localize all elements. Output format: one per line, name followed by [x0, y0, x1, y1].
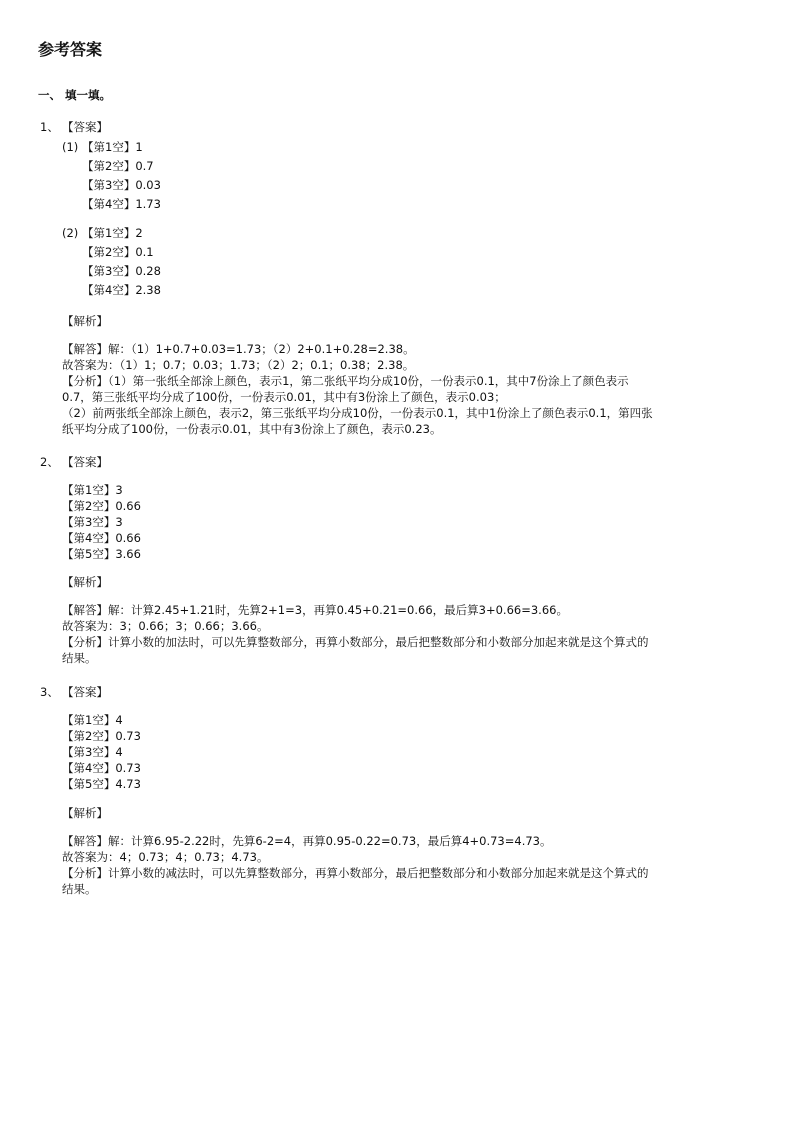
question-2-blank-5: 【第5空】3.66 — [62, 547, 141, 561]
question-1-part-1-blank-1: 【第1空】1 — [82, 140, 143, 154]
question-2-analysis-line: 故答案为：3；0.66；3；0.66；3.66。 — [62, 619, 269, 633]
question-3-blank-4: 【第4空】0.73 — [62, 761, 141, 775]
section-heading: 一、 填一填。 — [38, 88, 112, 102]
question-2-blank-4: 【第4空】0.66 — [62, 531, 141, 545]
question-1-part-1-blank-4: 【第4空】1.73 — [82, 197, 161, 211]
question-2-blank-1: 【第1空】3 — [62, 483, 123, 497]
question-2-analysis-line: 结果。 — [62, 651, 97, 665]
question-2-analysis-line: 【解答】解：计算2.45+1.21时，先算2+1=3，再算0.45+0.21=0.66，最后算3+0.66=3.66。 — [62, 603, 568, 617]
question-2-analysis-line: 【分析】计算小数的加法时，可以先算整数部分，再算小数部分，最后把整数部分和小数部分加起来就是这个算式的 — [62, 635, 649, 649]
question-1-number: 1、 — [40, 120, 59, 134]
question-3-blank-5: 【第5空】4.73 — [62, 777, 141, 791]
question-3-blank-1: 【第1空】4 — [62, 713, 123, 727]
question-3-analysis-line: 【分析】计算小数的减法时，可以先算整数部分，再算小数部分，最后把整数部分和小数部分加起来就是这个算式的 — [62, 866, 649, 880]
question-1-analysis-line: 故答案为：（1）1；0.7；0.03；1.73；（2）2；0.1；0.38；2.38。 — [62, 358, 415, 372]
question-2-blank-3: 【第3空】3 — [62, 515, 123, 529]
question-2-number: 2、 — [40, 455, 59, 469]
question-2-blank-2: 【第2空】0.66 — [62, 499, 141, 513]
question-1-part-1-blank-3: 【第3空】0.03 — [82, 178, 161, 192]
question-1-part-1-label: (1) — [62, 140, 79, 154]
question-1-analysis-line: 【分析】（1）第一张纸全部涂上颜色，表示1，第二张纸平均分成10份，一份表示0.1，其中7份涂上了颜色表示 — [62, 374, 629, 388]
question-3-analysis-line: 【解答】解：计算6.95-2.22时，先算6-2=4，再算0.95-0.22=0.73，最后算4+0.73=4.73。 — [62, 834, 552, 848]
question-1-analysis-line: 纸平均分成了100份，一份表示0.01，其中有3份涂上了颜色，表示0.23。 — [62, 422, 442, 436]
question-3-analysis-line: 结果。 — [62, 882, 97, 896]
question-1-part-1-blank-2: 【第2空】0.7 — [82, 159, 154, 173]
question-1-analysis-label: 【解析】 — [62, 314, 108, 328]
question-3-analysis-line: 故答案为：4；0.73；4；0.73；4.73。 — [62, 850, 269, 864]
question-3-analysis-label: 【解析】 — [62, 806, 108, 820]
question-2-analysis-label: 【解析】 — [62, 575, 108, 589]
question-1-part-2-blank-3: 【第3空】0.28 — [82, 264, 161, 278]
question-1-analysis-line: 【解答】解：（1）1+0.7+0.03=1.73；（2）2+0.1+0.28=2.38。 — [62, 342, 415, 356]
question-1-part-2-blank-4: 【第4空】2.38 — [82, 283, 161, 297]
question-1-analysis-line: 0.7，第三张纸平均分成了100份，一份表示0.01，其中有3份涂上了颜色，表示0.03； — [62, 390, 506, 404]
question-3-blank-2: 【第2空】0.73 — [62, 729, 141, 743]
question-1-part-2-label: (2) — [62, 226, 79, 240]
page-title: 参考答案 — [38, 40, 103, 59]
question-1-part-2-blank-1: 【第1空】2 — [82, 226, 143, 240]
question-3-answer-label: 【答案】 — [62, 685, 108, 699]
question-3-blank-3: 【第3空】4 — [62, 745, 123, 759]
question-3-number: 3、 — [40, 685, 59, 699]
question-1-part-2-blank-2: 【第2空】0.1 — [82, 245, 154, 259]
question-2-answer-label: 【答案】 — [62, 455, 108, 469]
question-1-answer-label: 【答案】 — [62, 120, 108, 134]
question-1-analysis-line: （2）前两张纸全部涂上颜色，表示2，第三张纸平均分成10份，一份表示0.1，其中1份涂上了颜色表示0.1，第四张 — [62, 406, 653, 420]
